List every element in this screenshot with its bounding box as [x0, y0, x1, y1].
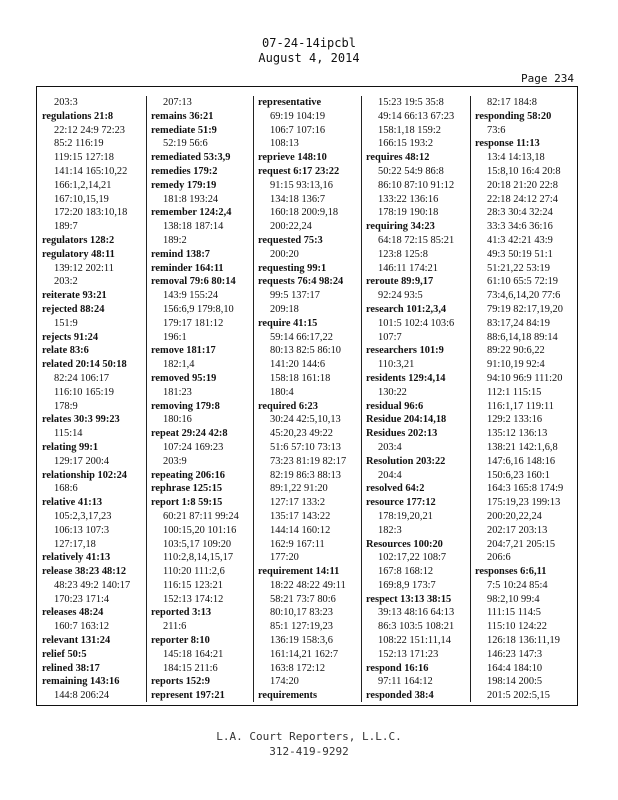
index-pages: 92:24 93:5 — [378, 290, 423, 302]
index-term: repeat 29:24 42:8 — [151, 428, 228, 440]
index-pages: 158:18 161:18 — [270, 372, 331, 384]
index-pages: 152:13 174:12 — [163, 593, 224, 605]
index-pages: 156:6,9 179:8,10 — [163, 303, 234, 315]
index-term: responding 58:20 — [475, 110, 552, 122]
index-pages: 158:1,18 159:2 — [378, 124, 441, 136]
index-pages: 82:19 86:3 88:13 — [270, 469, 342, 481]
index-pages: 172:20 183:10,18 — [54, 207, 128, 219]
index-pages: 85:2 116:19 — [54, 138, 104, 150]
index-term: remind 138:7 — [151, 248, 210, 260]
index-term: reminder 164:11 — [151, 262, 224, 274]
index-pages: 175:19,23 199:13 — [487, 497, 561, 509]
index-pages: 166:1,2,14,21 — [54, 179, 112, 191]
index-pages: 203:4 — [378, 441, 402, 453]
index-term: rejected 88:24 — [42, 303, 105, 315]
index-pages: 178:19 190:18 — [378, 207, 439, 219]
index-term: relief 50:5 — [42, 648, 87, 660]
index-pages: 100:15,20 101:16 — [163, 524, 237, 536]
index-pages: 73:4,6,14,20 77:6 — [487, 290, 561, 302]
index-pages: 189:2 — [163, 234, 187, 246]
index-pages: 82:24 106:17 — [54, 372, 110, 384]
index-pages: 123:8 125:8 — [378, 248, 428, 260]
index-pages: 204:4 — [378, 469, 402, 481]
index-term: relevant 131:24 — [42, 635, 111, 647]
index-pages: 178:19,20,21 — [378, 510, 433, 522]
index-pages: 182:1,4 — [163, 359, 195, 371]
index-pages: 91:10,19 92:4 — [487, 359, 545, 371]
index-term: remediate 51:9 — [151, 124, 217, 136]
index-pages: 49:14 66:13 67:23 — [378, 110, 455, 122]
index-column-3 — [258, 96, 360, 702]
index-pages: 127:17,18 — [54, 538, 96, 550]
index-pages: 138:18 187:14 — [163, 221, 224, 233]
index-term: regulatory 48:11 — [42, 248, 115, 260]
index-pages: 22:18 24:12 27:4 — [487, 193, 559, 205]
index-pages: 102:17,22 108:7 — [378, 552, 447, 564]
index-pages: 135:12 136:13 — [487, 428, 548, 440]
index-term: reports 152:9 — [151, 676, 210, 688]
index-pages: 169:8,9 173:7 — [378, 579, 436, 591]
index-pages: 59:14 66:17,22 — [270, 331, 333, 343]
index-pages: 110:2,8,14,15,17 — [163, 552, 234, 564]
index-term: requirements — [258, 690, 318, 702]
index-term: responses 6:6,11 — [475, 566, 547, 578]
index-pages: 106:7 107:16 — [270, 124, 326, 136]
index-term: reroute 89:9,17 — [366, 276, 434, 288]
index-term: respond 16:16 — [366, 662, 429, 674]
index-pages: 88:6,14,18 89:14 — [487, 331, 558, 343]
index-term: reprieve 148:10 — [258, 152, 327, 164]
index-term: Residues 202:13 — [366, 428, 438, 440]
index-pages: 115:14 — [54, 428, 83, 440]
index-pages: 177:20 — [270, 552, 299, 564]
index-pages: 69:19 104:19 — [270, 110, 326, 122]
index-pages: 41:3 42:21 43:9 — [487, 234, 553, 246]
index-term: Residue 204:14,18 — [366, 414, 447, 426]
index-term: requesting 99:1 — [258, 262, 327, 274]
index-term: remains 36:21 — [151, 110, 214, 122]
index-term: removing 179:8 — [151, 400, 220, 412]
index-pages: 107:24 169:23 — [163, 441, 224, 453]
index-term: requests 76:4 98:24 — [258, 276, 344, 288]
index-pages: 144:8 206:24 — [54, 690, 110, 702]
index-pages: 80:10,17 83:23 — [270, 607, 333, 619]
index-pages: 139:12 202:11 — [54, 262, 114, 274]
index-pages: 7:5 10:24 85:4 — [487, 579, 548, 591]
index-pages: 119:15 127:18 — [54, 152, 114, 164]
index-term: residents 129:4,14 — [366, 372, 446, 384]
index-term: remaining 143:16 — [42, 676, 120, 688]
index-pages: 184:15 211:6 — [163, 662, 218, 674]
index-pages: 33:3 34:6 36:16 — [487, 221, 553, 233]
index-pages: 108:13 — [270, 138, 299, 150]
index-column-1 — [42, 96, 144, 702]
index-pages: 166:15 193:2 — [378, 138, 434, 150]
index-term: reiterate 93:21 — [42, 290, 107, 302]
index-pages: 82:17 184:8 — [487, 97, 537, 108]
index-pages: 20:18 21:20 22:8 — [487, 179, 559, 191]
index-pages: 99:5 137:17 — [270, 290, 320, 302]
index-pages: 86:3 103:5 108:21 — [378, 621, 455, 633]
index-pages: 136:19 158:3,6 — [270, 635, 333, 647]
index-term: relined 38:17 — [42, 662, 100, 674]
index-pages: 110:3,21 — [378, 359, 415, 371]
index-pages: 18:22 48:22 49:11 — [270, 579, 346, 591]
index-pages: 91:15 93:13,16 — [270, 179, 333, 191]
index-pages: 94:10 96:9 111:20 — [487, 372, 563, 384]
index-term: resource 177:12 — [366, 497, 436, 509]
index-pages: 106:13 107:3 — [54, 524, 110, 536]
index-pages: 130:22 — [378, 386, 407, 398]
index-pages: 133:22 136:16 — [378, 193, 439, 205]
index-pages: 58:21 73:7 80:6 — [270, 593, 336, 605]
index-term: requires 48:12 — [366, 152, 430, 164]
index-pages: 89:22 90:6,22 — [487, 345, 545, 357]
index-pages: 196:1 — [163, 331, 187, 343]
index-term: regulations 21:8 — [42, 110, 114, 122]
index-pages: 112:1 115:15 — [487, 386, 542, 398]
index-pages: 150:6,23 160:1 — [487, 469, 550, 481]
footer-phone: 312-419-9292 — [269, 745, 349, 758]
index-term: requiring 34:23 — [366, 221, 435, 233]
index-pages: 200:20 — [270, 248, 299, 260]
index-term: represent 197:21 — [151, 690, 225, 702]
index-pages: 189:7 — [54, 221, 78, 233]
index-pages: 167:8 168:12 — [378, 566, 434, 578]
index-pages: 151:9 — [54, 317, 78, 329]
index-pages: 144:14 160:12 — [270, 524, 331, 536]
index-pages: 50:22 54:9 86:8 — [378, 165, 444, 177]
index-pages: 200:22,24 — [270, 221, 312, 233]
index-term: residual 96:6 — [366, 400, 424, 412]
index-pages: 15:23 19:5 35:8 — [378, 97, 444, 108]
index-term: rejects 91:24 — [42, 331, 99, 343]
index-term: respect 13:13 38:15 — [366, 593, 452, 605]
column-divider — [253, 96, 254, 702]
index-pages: 116:1,17 119:11 — [487, 400, 554, 412]
index-term: reported 3:13 — [151, 607, 212, 619]
index-pages: 145:18 164:21 — [163, 648, 224, 660]
index-pages: 126:18 136:11,19 — [487, 635, 560, 647]
index-pages: 80:13 82:5 86:10 — [270, 345, 342, 357]
index-column-2 — [151, 96, 253, 702]
index-pages: 209:18 — [270, 303, 299, 315]
index-term: removed 95:19 — [151, 372, 217, 384]
index-pages: 134:18 136:7 — [270, 193, 326, 205]
index-pages: 105:2,3,17,23 — [54, 510, 112, 522]
index-term: response 11:13 — [475, 138, 540, 150]
index-pages: 108:22 151:11,14 — [378, 635, 451, 647]
page-number: Page 234 — [521, 72, 574, 85]
index-pages: 138:21 142:1,6,8 — [487, 441, 558, 453]
index-pages: 174:20 — [270, 676, 299, 688]
index-term: requirement 14:11 — [258, 566, 340, 578]
index-term: representative — [258, 97, 322, 108]
index-term: require 41:15 — [258, 317, 318, 329]
index-pages: 161:14,21 162:7 — [270, 648, 339, 660]
index-pages: 116:10 165:19 — [54, 386, 114, 398]
index-term: required 6:23 — [258, 400, 318, 412]
index-pages: 49:3 50:19 51:1 — [487, 248, 553, 260]
index-term: researchers 101:9 — [366, 345, 444, 357]
index-pages: 203:9 — [163, 455, 187, 467]
index-pages: 45:20,23 49:22 — [270, 428, 333, 440]
index-pages: 15:8,10 16:4 20:8 — [487, 165, 561, 177]
index-pages: 129:17 200:4 — [54, 455, 110, 467]
index-pages: 127:17 133:2 — [270, 497, 326, 509]
index-pages: 64:18 72:15 85:21 — [378, 234, 455, 246]
index-pages: 39:13 48:16 64:13 — [378, 607, 455, 619]
index-term: relates 30:3 99:23 — [42, 414, 120, 426]
transcript-date: August 4, 2014 — [258, 51, 360, 65]
index-pages: 168:6 — [54, 483, 78, 495]
index-pages: 86:10 87:10 91:12 — [378, 179, 455, 191]
index-pages: 162:9 167:11 — [270, 538, 325, 550]
index-pages: 167:10,15,19 — [54, 193, 109, 205]
index-pages: 146:11 174:21 — [378, 262, 438, 274]
index-term: related 20:14 50:18 — [42, 359, 127, 371]
index-pages: 164:4 184:10 — [487, 662, 543, 674]
index-pages: 180:16 — [163, 414, 192, 426]
index-term: Resources 100:20 — [366, 538, 443, 550]
index-pages: 147:6,16 148:16 — [487, 455, 556, 467]
index-pages: 211:6 — [163, 621, 187, 633]
index-pages: 51:21,22 53:19 — [487, 262, 550, 274]
index-term: regulators 128:2 — [42, 234, 115, 246]
index-term: repeating 206:16 — [151, 469, 225, 481]
index-pages: 83:17,24 84:19 — [487, 317, 550, 329]
index-term: rephrase 125:15 — [151, 483, 223, 495]
index-term: relating 99:1 — [42, 441, 99, 453]
index-pages: 160:7 163:12 — [54, 621, 110, 633]
index-pages: 200:20,22,24 — [487, 510, 542, 522]
index-pages: 178:9 — [54, 400, 78, 412]
index-term: relatively 41:13 — [42, 552, 111, 564]
index-column-5 — [475, 96, 577, 702]
index-pages: 207:13 — [163, 97, 192, 108]
index-term: remedy 179:19 — [151, 179, 217, 191]
index-pages: 79:19 82:17,19,20 — [487, 303, 563, 315]
index-pages: 85:1 127:19,23 — [270, 621, 333, 633]
index-term: research 101:2,3,4 — [366, 303, 447, 315]
column-divider — [470, 96, 471, 702]
index-pages: 203:3 — [54, 97, 78, 108]
index-pages: 60:21 87:11 99:24 — [163, 510, 239, 522]
index-term: relationship 102:24 — [42, 469, 127, 481]
column-divider — [361, 96, 362, 702]
index-term: release 38:23 48:12 — [42, 566, 127, 578]
index-pages: 160:18 200:9,18 — [270, 207, 339, 219]
index-pages: 164:3 165:8 174:9 — [487, 483, 564, 495]
index-term: remediated 53:3,9 — [151, 152, 231, 164]
index-pages: 116:15 123:21 — [163, 579, 223, 591]
index-term: relative 41:13 — [42, 497, 103, 509]
index-pages: 101:5 102:4 103:6 — [378, 317, 455, 329]
index-pages: 141:14 165:10,22 — [54, 165, 128, 177]
index-pages: 141:20 144:6 — [270, 359, 326, 371]
index-pages: 202:17 203:13 — [487, 524, 548, 536]
index-pages: 180:4 — [270, 386, 294, 398]
index-pages: 98:2,10 99:4 — [487, 593, 540, 605]
index-term: remove 181:17 — [151, 345, 216, 357]
index-pages: 179:17 181:12 — [163, 317, 224, 329]
index-pages: 52:19 56:6 — [163, 138, 208, 150]
index-term: remedies 179:2 — [151, 165, 218, 177]
index-pages: 115:10 124:22 — [487, 621, 547, 633]
index-pages: 129:2 133:16 — [487, 414, 543, 426]
index-pages: 181:23 — [163, 386, 192, 398]
index-pages: 198:14 200:5 — [487, 676, 543, 688]
index-pages: 204:7,21 205:15 — [487, 538, 556, 550]
index-pages: 48:23 49:2 140:17 — [54, 579, 131, 591]
index-term: removal 79:6 80:14 — [151, 276, 236, 288]
index-pages: 103:5,17 109:20 — [163, 538, 232, 550]
index-term: releases 48:24 — [42, 607, 104, 619]
index-pages: 61:10 65:5 72:19 — [487, 276, 559, 288]
index-term: relate 83:6 — [42, 345, 89, 357]
transcript-id: 07-24-14ipcbl — [262, 36, 356, 50]
index-term: remember 124:2,4 — [151, 207, 232, 219]
index-pages: 107:7 — [378, 331, 402, 343]
index-term: Resolution 203:22 — [366, 455, 446, 467]
index-column-4 — [366, 96, 468, 702]
index-pages: 146:23 147:3 — [487, 648, 543, 660]
index-pages: 163:8 172:12 — [270, 662, 326, 674]
index-pages: 110:20 111:2,6 — [163, 566, 225, 578]
index-pages: 97:11 164:12 — [378, 676, 433, 688]
index-pages: 170:23 171:4 — [54, 593, 110, 605]
index-pages: 203:2 — [54, 276, 78, 288]
index-pages: 206:6 — [487, 552, 511, 564]
footer-company: L.A. Court Reporters, L.L.C. — [216, 730, 402, 743]
index-pages: 89:1,22 91:20 — [270, 483, 328, 495]
index-pages: 30:24 42:5,10,13 — [270, 414, 341, 426]
index-pages: 111:15 114:5 — [487, 607, 541, 619]
index-pages: 22:12 24:9 72:23 — [54, 124, 126, 136]
index-pages: 152:13 171:23 — [378, 648, 439, 660]
index-pages: 28:3 30:4 32:24 — [487, 207, 553, 219]
index-term: request 6:17 23:22 — [258, 165, 340, 177]
index-pages: 182:3 — [378, 524, 402, 536]
index-pages: 135:17 143:22 — [270, 510, 331, 522]
index-pages: 181:8 193:24 — [163, 193, 219, 205]
index-term: report 1:8 59:15 — [151, 497, 223, 509]
index-term: resolved 64:2 — [366, 483, 425, 495]
index-term: responded 38:4 — [366, 690, 434, 702]
index-pages: 201:5 202:5,15 — [487, 690, 550, 702]
index-pages: 13:4 14:13,18 — [487, 152, 545, 164]
index-pages: 143:9 155:24 — [163, 290, 219, 302]
index-term: requested 75:3 — [258, 234, 323, 246]
index-pages: 73:6 — [487, 124, 506, 136]
column-divider — [146, 96, 147, 702]
index-pages: 73:23 81:19 82:17 — [270, 455, 347, 467]
index-pages: 51:6 57:10 73:13 — [270, 441, 342, 453]
index-term: reporter 8:10 — [151, 635, 210, 647]
